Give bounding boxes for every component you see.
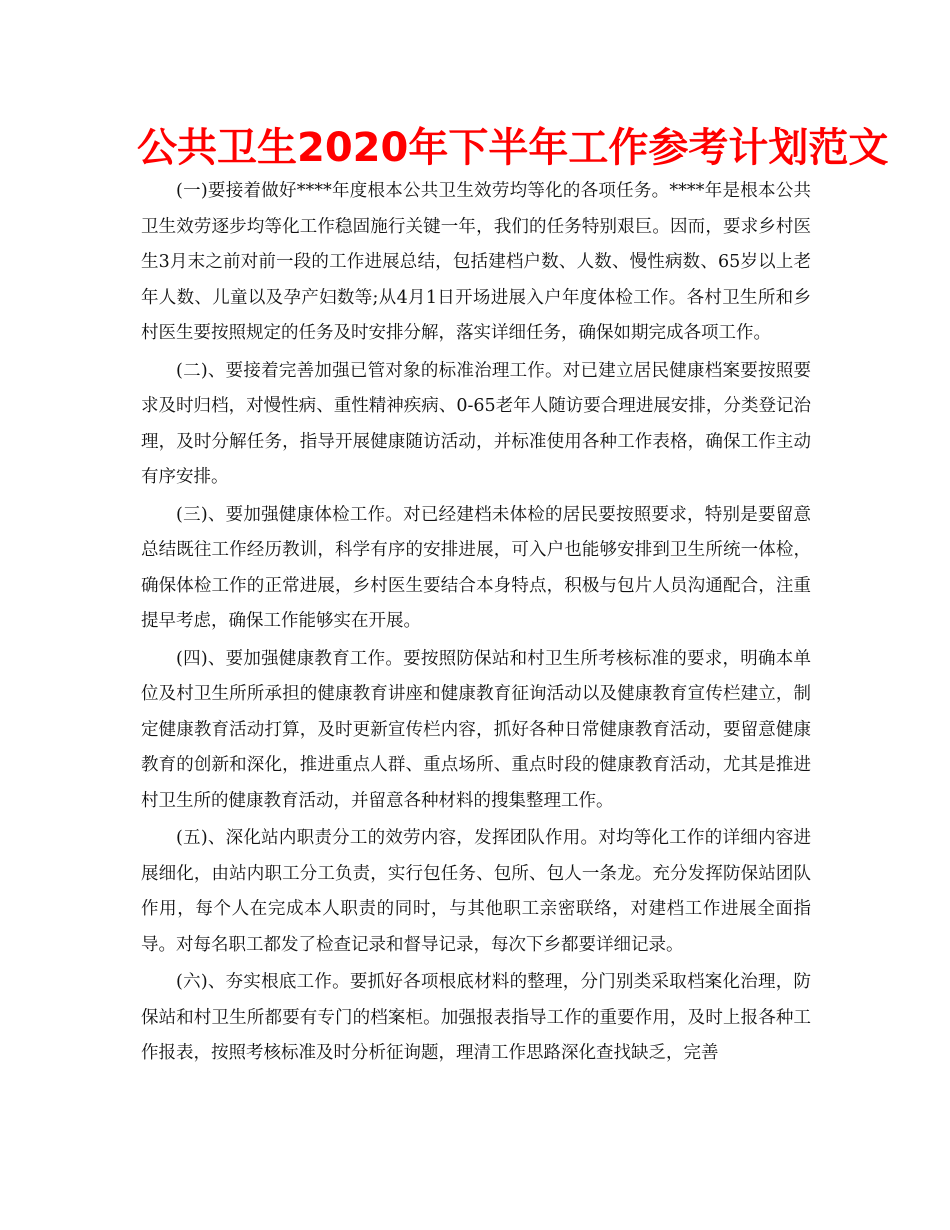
paragraph-5: (五)、深化站内职责分工的效劳内容，发挥团队作用。对均等化工作的详细内容进展细化，由站内职工分工负责，实行包任务、包所、包人一条龙。充分发挥防保站团队作用，每个人在完成本人职责的同时，与其他职工亲密联络，对建档工作进展全面指导。对每名职工都发了检查记录和督导记录，每次下乡都要详细记录。	[141, 828, 811, 955]
paragraph-1: (一)要接着做好****年度根本公共卫生效劳均等化的各项任务。****年是根本公共卫生效劳逐步均等化工作稳固施行关键一年，我们的任务特别艰巨。因而，要求乡村医生3月末之前对前一段的工作进展总结，包括建档户数、人数、慢性病数、65岁以上老年人数、儿童以及孕产妇数等;从4月1日开场进展入户年度体检工作。各村卫生所和乡村医生要按照规定的任务及时安排分解，落实详细任务，确保如期完成各项工作。	[141, 181, 811, 343]
paragraph-6: (六)、夯实根底工作。要抓好各项根底材料的整理，分门别类采取档案化治理，防保站和村卫生所都要有专门的档案柜。加强报表指导工作的重要作用，及时上报各种工作报表，按照考核标准及时分析征询题，理清工作思路深化查找缺乏，完善	[141, 972, 811, 1063]
document-title: 公共卫生2020年下半年工作参考计划范文	[137, 125, 889, 171]
paragraph-2: (二)、要接着完善加强已管对象的标准治理工作。对已建立居民健康档案要按照要求及时归档，对慢性病、重性精神疾病、0-65老年人随访要合理进展安排，分类登记治理，及时分解任务，指导开展健康随访活动，并标准使用各种工作表格，确保工作主动有序安排。	[141, 360, 811, 487]
paragraph-4: (四)、要加强健康教育工作。要按照防保站和村卫生所考核标准的要求，明确本单位及村卫生所所承担的健康教育讲座和健康教育征询活动以及健康教育宣传栏建立，制定健康教育活动打算，及时更新宣传栏内容，抓好各种日常健康教育活动，要留意健康教育的创新和深化，推进重点人群、重点场所、重点时段的健康教育活动，尤其是推进村卫生所的健康教育活动，并留意各种材料的搜集整理工作。	[141, 648, 811, 811]
paragraph-3: (三)、要加强健康体检工作。对已经建档未体检的居民要按照要求，特别是要留意总结既往工作经历教训，科学有序的安排进展，可入户也能够安排到卫生所统一体检，确保体检工作的正常进展，乡村医生要结合本身特点，积极与包片人员沟通配合，注重提早考虑，确保工作能够实在开展。	[141, 504, 811, 631]
document-body	[141, 174, 811, 1074]
